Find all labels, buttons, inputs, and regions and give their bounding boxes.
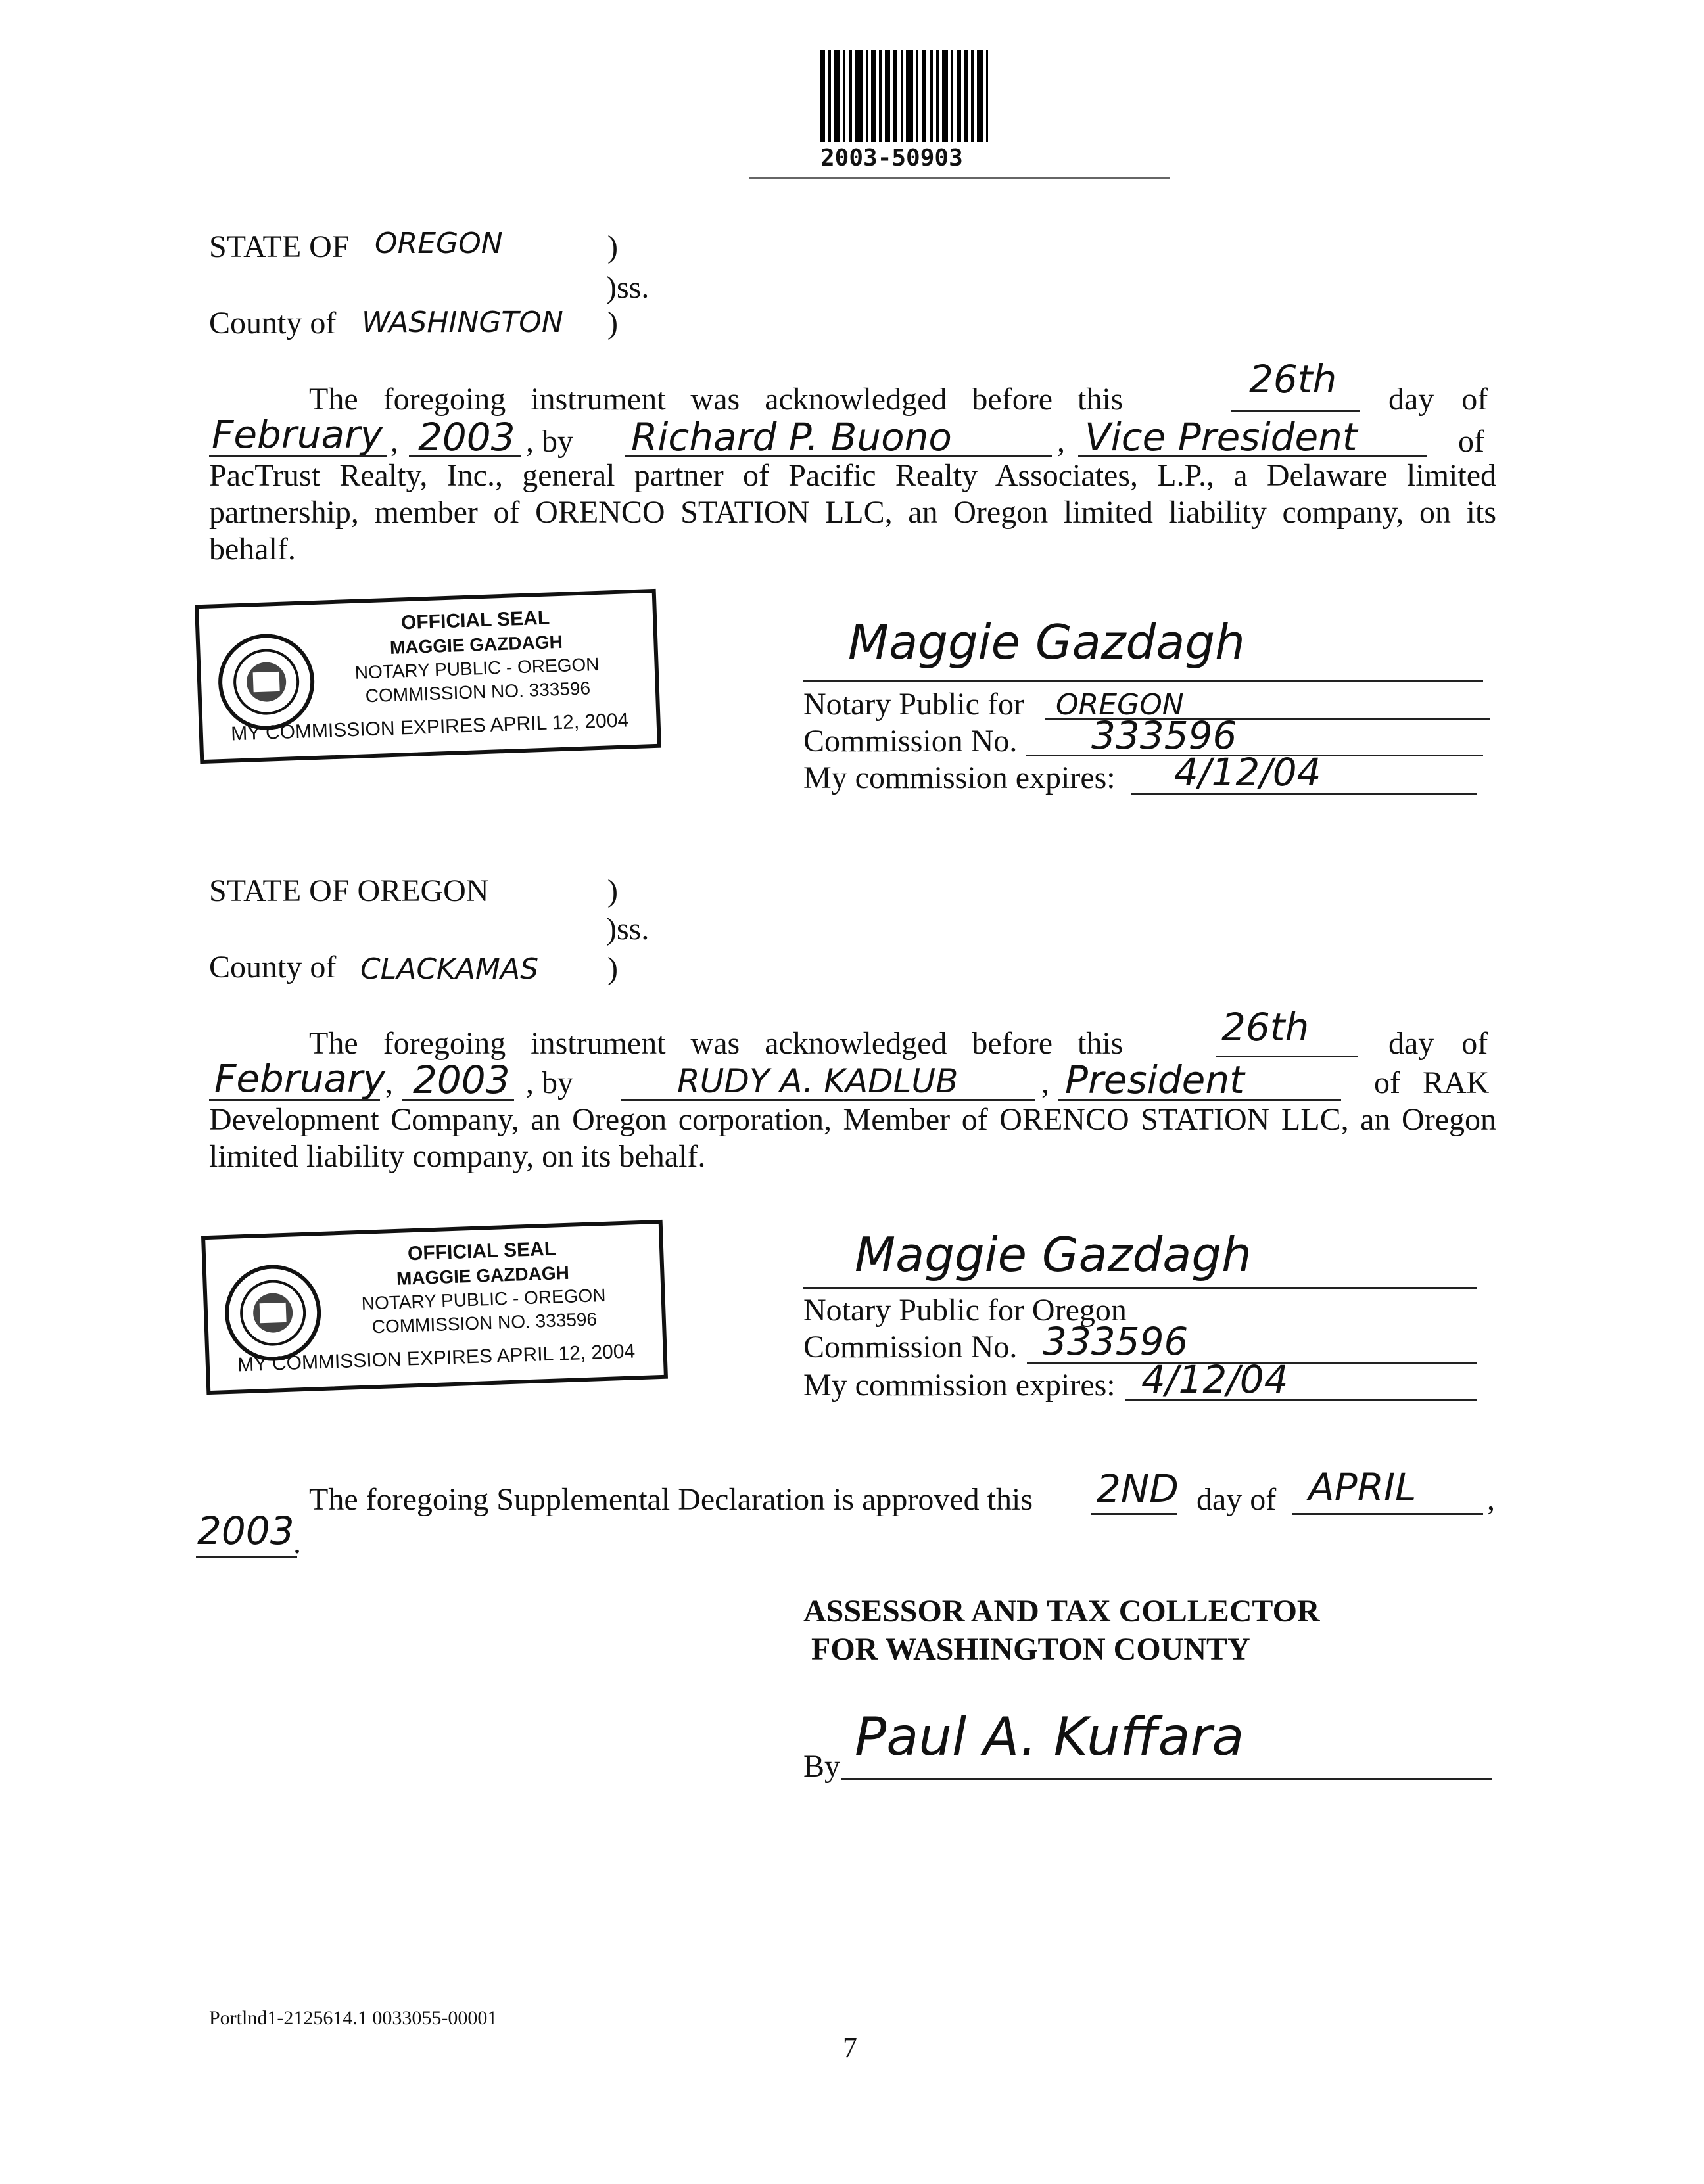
year-value-handwritten: 2003: [418, 415, 515, 459]
day-value-handwritten: 26th: [1249, 357, 1337, 402]
approval-month-handwritten: APRIL: [1308, 1465, 1417, 1510]
oregon-seal-icon-2: [222, 1262, 324, 1364]
ack-body-2: Development Company, an Oregon corporation, Member of ORENCO STATION LLC, an Oregon limited liability company, on its behalf.: [209, 1102, 1496, 1174]
expires-underline-2: [1125, 1399, 1477, 1401]
title-underline-2: [1058, 1099, 1341, 1101]
month-underline: [209, 455, 387, 457]
approval-text-pre: The foregoing Supplemental Declaration is approved this: [309, 1482, 1033, 1517]
paren-2: ): [607, 306, 618, 340]
commission-label-1: Commission No.: [803, 724, 1018, 758]
ss-label: )ss.: [606, 270, 650, 305]
month-value-handwritten: February: [212, 412, 383, 457]
stamp-line4: COMMISSION NO. 333596: [365, 678, 591, 707]
notary-signature-2: Maggie Gazdagh: [855, 1227, 1252, 1282]
commission-label-2: Commission No.: [803, 1330, 1018, 1364]
ack-line1-post: day of: [1388, 382, 1488, 417]
day-value-handwritten-2: 26th: [1221, 1005, 1310, 1050]
county-value-handwritten-2: CLACKAMAS: [360, 952, 539, 986]
title-value-handwritten-2: President: [1065, 1057, 1244, 1102]
month-underline-2: [209, 1099, 380, 1101]
state-label: STATE OF: [209, 229, 350, 264]
notary-seal-stamp-2: [201, 1220, 668, 1395]
paren-3: ): [607, 873, 618, 908]
of-label: of: [1458, 424, 1484, 459]
county-label: County of: [209, 306, 337, 340]
year-underline: [409, 455, 521, 457]
expires-underline-1: [1131, 793, 1477, 795]
assessor-line2: FOR WASHINGTON COUNTY: [811, 1632, 1250, 1667]
title-value-handwritten: Vice President: [1085, 415, 1358, 459]
notary-signature-1: Maggie Gazdagh: [848, 615, 1245, 670]
expires-value-2: 4/12/04: [1141, 1357, 1289, 1402]
name-value-handwritten-2: RUDY A. KADLUB: [677, 1062, 958, 1100]
paren-1: ): [607, 229, 618, 264]
approval-year-handwritten: 2003: [197, 1508, 295, 1553]
stamp2-line1: OFFICIAL SEAL: [407, 1238, 557, 1265]
stamp-line1: OFFICIAL SEAL: [400, 607, 550, 634]
approval-comma: ,: [1487, 1482, 1495, 1517]
year-underline-2: [402, 1099, 514, 1101]
stamp-line5: MY COMMISSION EXPIRES APRIL 12, 2004: [230, 709, 629, 745]
notary-label-1: Notary Public for: [803, 687, 1024, 722]
assessor-signature-underline: [841, 1778, 1492, 1780]
ack-line1-pre: The foregoing instrument was acknowledged before this: [309, 382, 1124, 417]
footer-doc-id: Portlnd1-2125614.1 0033055-00001: [209, 2007, 498, 2029]
stamp2-line3: NOTARY PUBLIC - OREGON: [361, 1284, 606, 1314]
comma-2: ,: [1057, 424, 1065, 459]
county-label-2: County of: [209, 950, 337, 985]
state-label-2: STATE OF OREGON: [209, 873, 489, 908]
stamp-line3: NOTARY PUBLIC - OREGON: [354, 653, 600, 683]
barcode-underline: [749, 177, 1170, 179]
ss-label-2: )ss.: [606, 912, 650, 946]
barcode: [820, 50, 991, 149]
stamp-line2: MAGGIE GAZDAGH: [389, 631, 563, 658]
barcode-number: 2003-50903: [820, 145, 963, 172]
expires-label-1: My commission expires:: [803, 760, 1116, 795]
notary-seal-stamp: [195, 589, 661, 764]
notary-value-1: OREGON: [1056, 688, 1184, 722]
notary-label-2: Notary Public for Oregon: [803, 1293, 1127, 1328]
commission-value-2: 333596: [1043, 1319, 1189, 1364]
ack2-line1-post: day of: [1388, 1026, 1488, 1061]
stamp2-line5: MY COMMISSION EXPIRES APRIL 12, 2004: [237, 1340, 636, 1376]
commission-value-1: 333596: [1091, 713, 1237, 758]
assessor-signature: Paul A. Kuffara: [855, 1706, 1244, 1767]
comma-4: ,: [1041, 1065, 1049, 1100]
comma-3: ,: [385, 1065, 393, 1100]
assessor-line1: ASSESSOR AND TAX COLLECTOR: [803, 1594, 1320, 1629]
by-label-2: , by: [526, 1065, 573, 1100]
year-value-handwritten-2: 2003: [413, 1057, 510, 1102]
day-underline: [1231, 410, 1360, 412]
name-underline-2: [621, 1099, 1035, 1101]
of-rak-label: of RAK: [1374, 1065, 1490, 1100]
stamp2-line4: COMMISSION NO. 333596: [371, 1309, 598, 1337]
expires-value-1: 4/12/04: [1174, 750, 1321, 795]
paren-4: ): [607, 951, 618, 986]
by-label-assessor: By: [803, 1749, 841, 1784]
barcode-bars: [820, 50, 991, 142]
comma-1: ,: [390, 424, 398, 459]
stamp2-line2: MAGGIE GAZDAGH: [396, 1262, 570, 1289]
approval-period: .: [293, 1525, 301, 1560]
county-value-handwritten: WASHINGTON: [362, 306, 563, 339]
oregon-seal-icon: [216, 631, 318, 733]
approval-month-underline: [1292, 1513, 1483, 1515]
ack-body-1: PacTrust Realty, Inc., general partner of Pacific Realty Associates, L.P., a Delaware limited partnership, member of ORENCO STATION LLC, an Oregon limited liability company, on its behalf.: [209, 458, 1496, 567]
name-value-handwritten: Richard P. Buono: [631, 415, 952, 459]
page-number: 7: [843, 2032, 857, 2064]
ack2-line1-pre: The foregoing instrument was acknowledged before this: [309, 1026, 1124, 1061]
name-underline: [625, 455, 1052, 457]
approval-year-underline: [196, 1556, 297, 1558]
expires-label-2: My commission expires:: [803, 1368, 1116, 1403]
by-label: , by: [526, 424, 573, 459]
signature-underline-1: [803, 680, 1483, 682]
state-value-handwritten: OREGON: [375, 227, 503, 260]
month-value-handwritten-2: February: [214, 1056, 386, 1101]
signature-underline-2: [803, 1287, 1477, 1289]
approval-text-mid: day of: [1196, 1482, 1277, 1517]
title-underline: [1078, 455, 1427, 457]
approval-day-handwritten: 2ND: [1097, 1466, 1179, 1511]
approval-day-underline: [1091, 1513, 1177, 1515]
